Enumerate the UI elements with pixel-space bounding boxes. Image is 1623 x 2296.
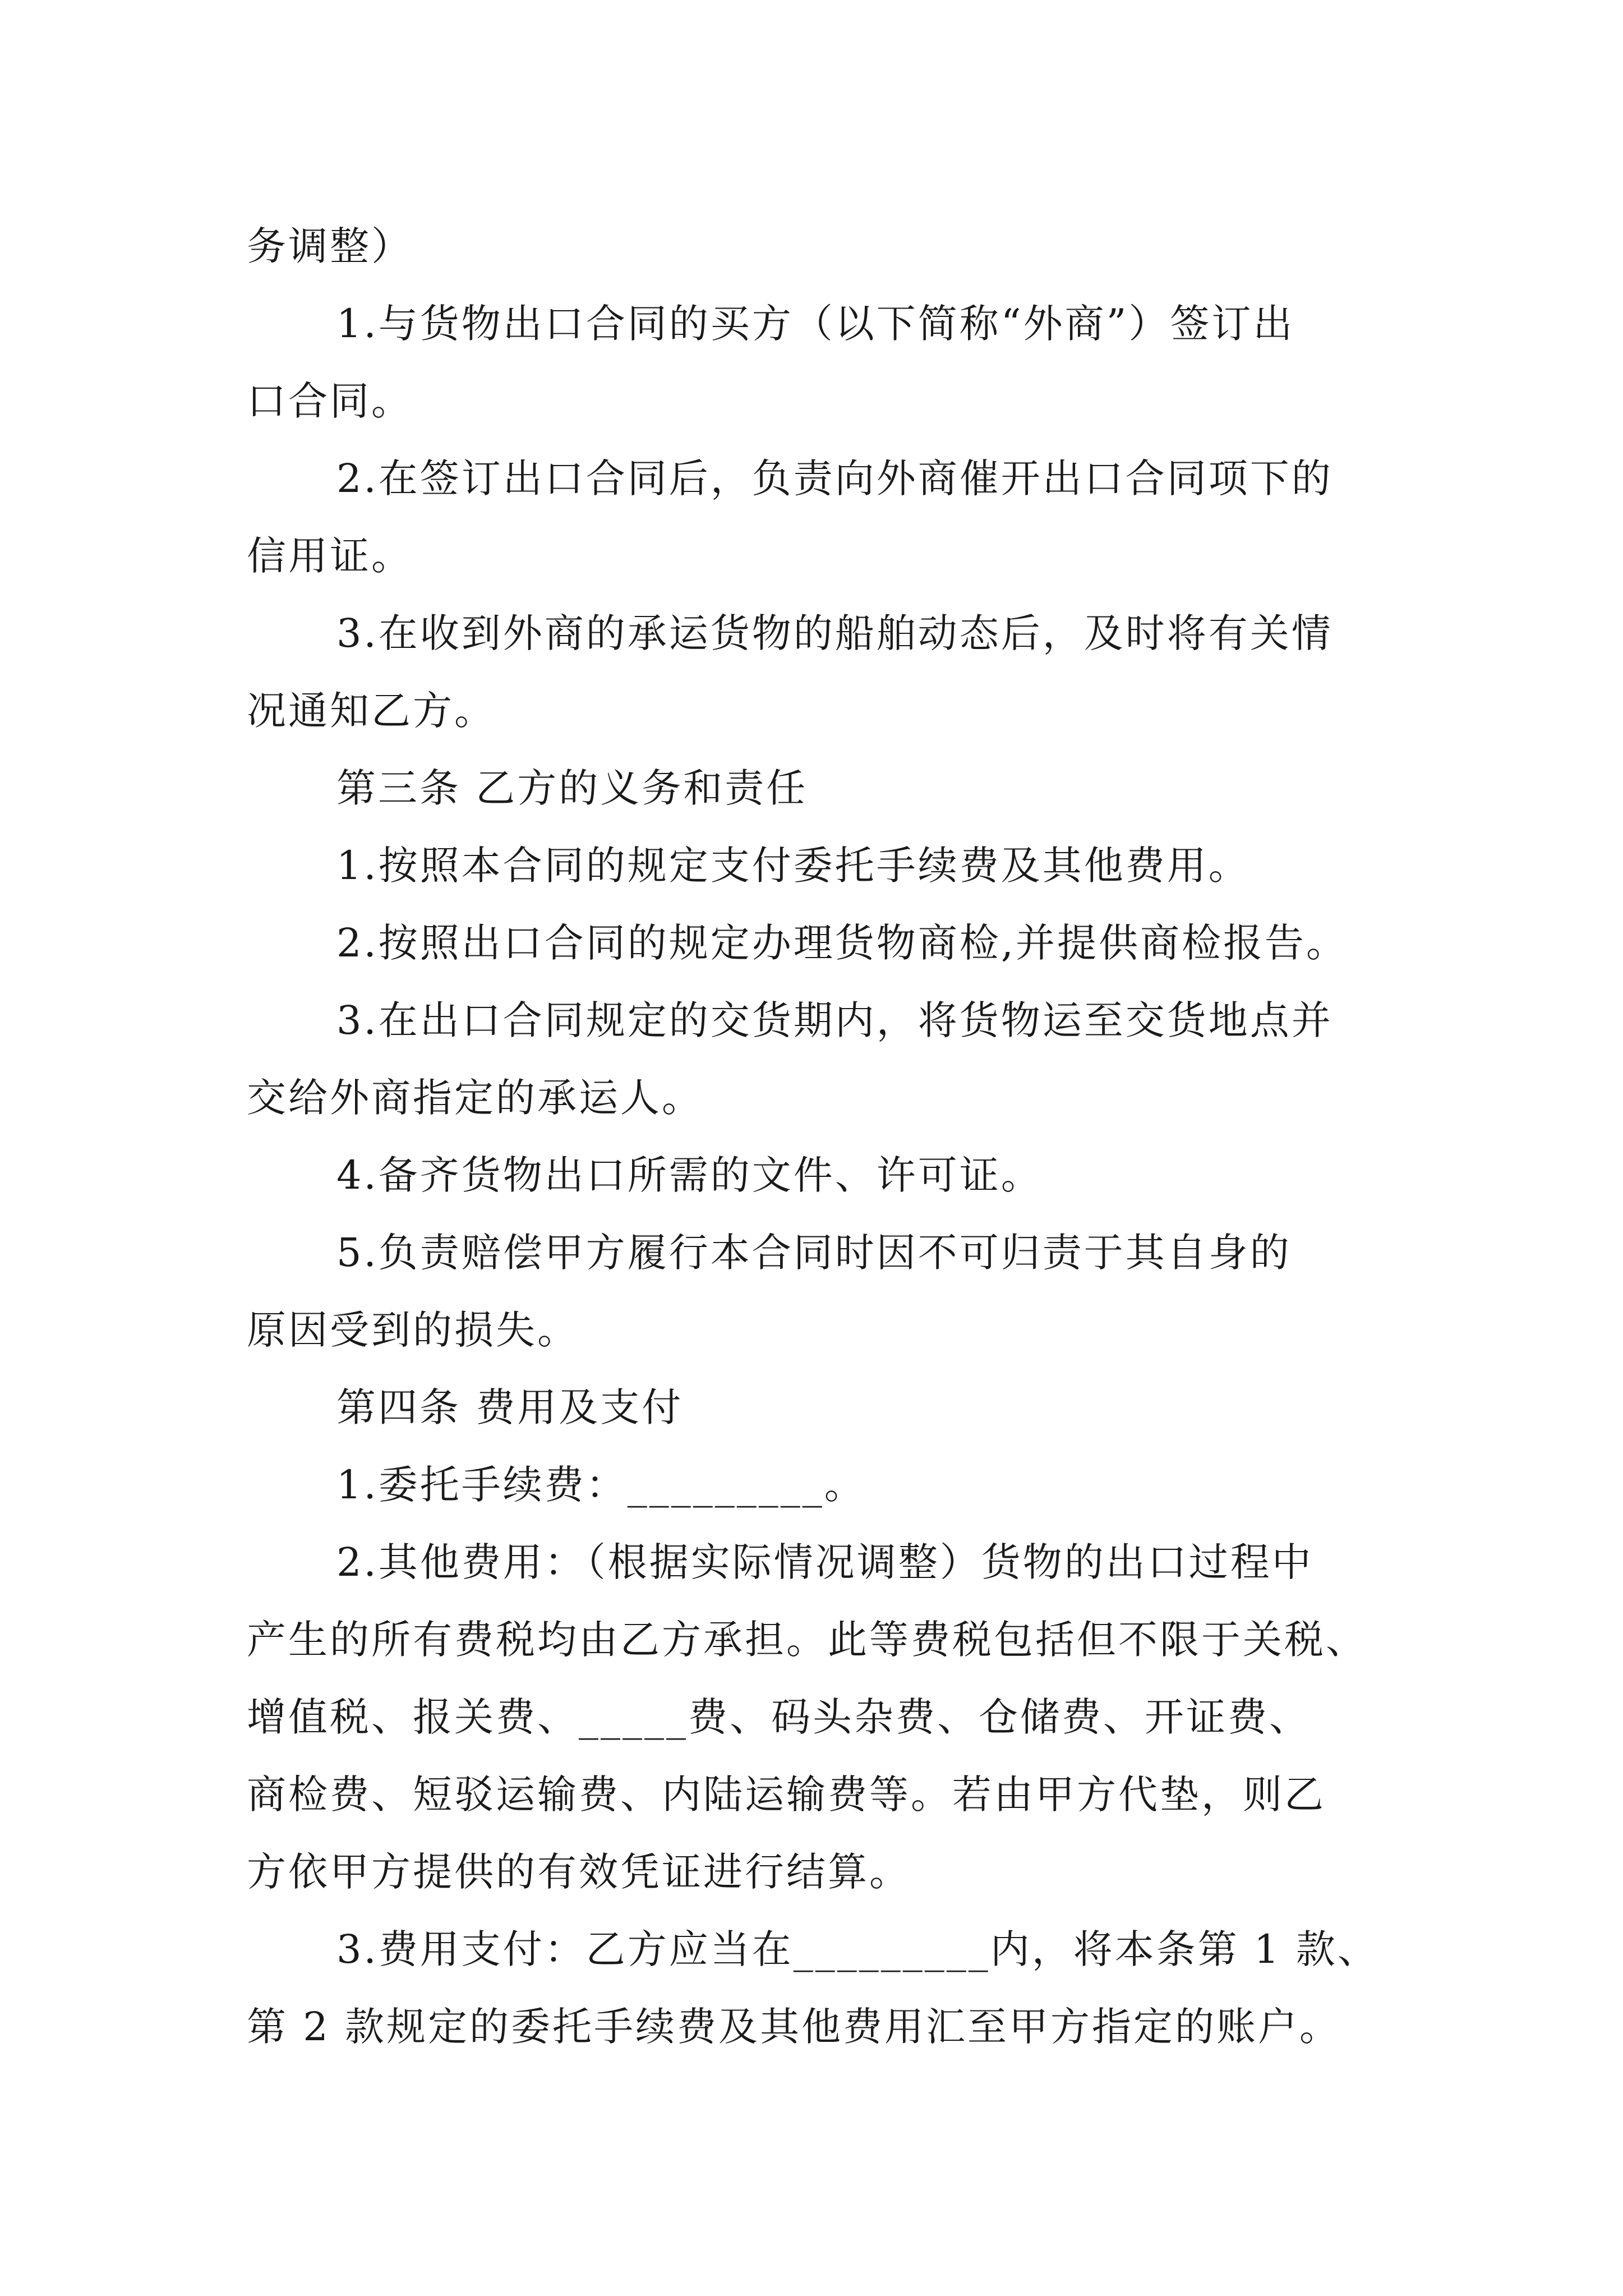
text-line-5: 信用证。 <box>247 533 413 579</box>
text-line-1: 务调整） <box>247 223 413 269</box>
text-line-7: 况通知乙方。 <box>247 688 496 734</box>
text-line-3: 口合同。 <box>247 378 413 424</box>
text-line-24: 第 2 款规定的委托手续费及其他费用汇至甲方指定的账户。 <box>247 2004 1341 2050</box>
text-line-11: 3.在出口合同规定的交货期内，将货物运至交货地点并 <box>336 997 1333 1043</box>
text-line-18: 2.其他费用：（根据实际情况调整）货物的出口过程中 <box>336 1539 1313 1585</box>
text-line-23: 3.费用支付：乙方应当在_________内，将本条第 1 款、 <box>336 1926 1379 1972</box>
section-heading-article-4: 第四条 费用及支付 <box>336 1384 684 1430</box>
text-line-20: 增值税、报关费、_____费、码头杂费、仓储费、开证费、 <box>247 1694 1311 1740</box>
text-line-4: 2.在签订出口合同后，负责向外商催开出口合同项下的 <box>336 455 1333 501</box>
text-line-12: 交给外商指定的承运人。 <box>247 1075 703 1121</box>
contract-text-block <box>247 208 1385 2065</box>
text-line-22: 方依甲方提供的有效凭证进行结算。 <box>247 1849 911 1895</box>
text-line-13: 4.备齐货物出口所需的文件、许可证。 <box>336 1152 1043 1198</box>
text-line-21: 商检费、短驳运输费、内陆运输费等。若由甲方代垫，则乙 <box>247 1772 1326 1818</box>
text-line-14: 5.负责赔偿甲方履行本合同时因不可归责于其自身的 <box>336 1230 1292 1276</box>
text-line-10: 2.按照出口合同的规定办理货物商检,并提供商检报告。 <box>336 920 1348 966</box>
text-line-6: 3.在收到外商的承运货物的船舶动态后，及时将有关情 <box>336 610 1333 656</box>
text-line-2: 1.与货物出口合同的买方（以下简称“外商”）签订出 <box>336 301 1295 347</box>
text-line-15: 原因受到的损失。 <box>247 1307 579 1353</box>
text-line-19: 产生的所有费税均由乙方承担。此等费税包括但不限于关税、 <box>247 1617 1367 1663</box>
section-heading-article-3: 第三条 乙方的义务和责任 <box>336 765 808 811</box>
text-line-9: 1.按照本合同的规定支付委托手续费及其他费用。 <box>336 843 1250 889</box>
text-line-17: 1.委托手续费：_________。 <box>336 1462 866 1508</box>
